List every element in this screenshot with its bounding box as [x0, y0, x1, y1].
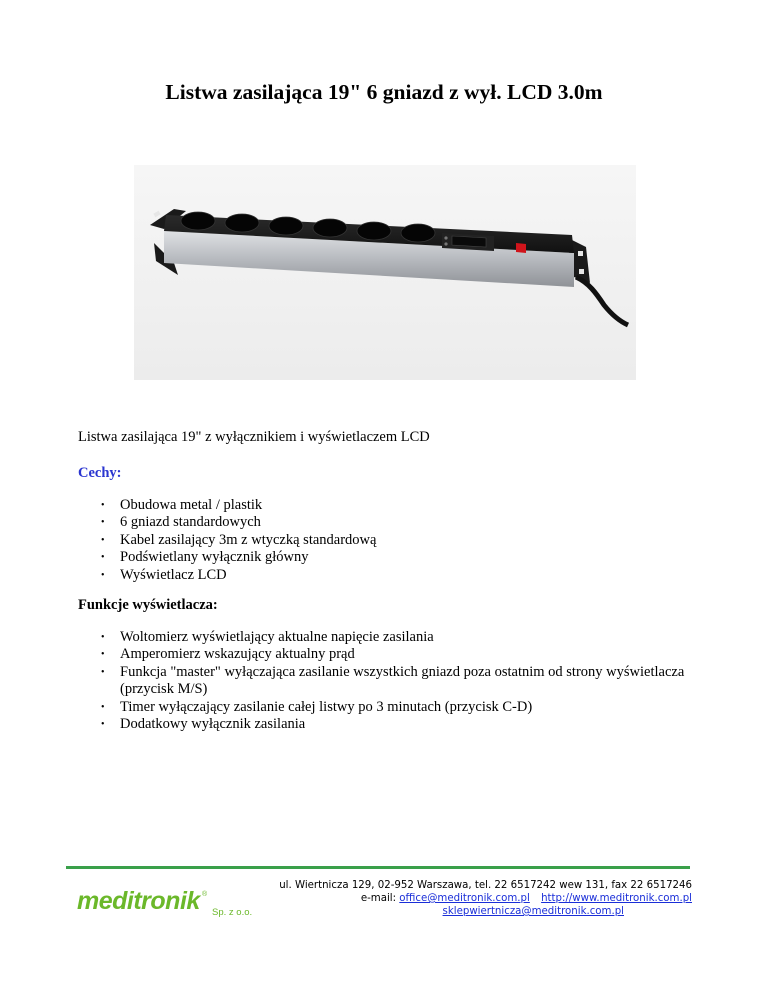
list-item-text: Woltomierz wyświetlający aktualne napięcie zasilania [120, 629, 434, 645]
bullet-icon: • [101, 552, 105, 564]
bullet-icon: • [101, 719, 105, 731]
bullet-icon: • [101, 500, 105, 511]
list-item [78, 514, 710, 531]
list-item-continuation: (przycisk M/S) [120, 681, 208, 698]
list-item [78, 699, 710, 716]
bullet-icon: • [101, 569, 105, 581]
logo-suffix: Sp. z o.o. [212, 907, 253, 918]
list-item-text: Podświetlany wyłącznik główny [120, 549, 309, 566]
bullet-icon: • [101, 649, 105, 661]
bullet-icon: • [101, 666, 105, 678]
shop-email-link[interactable]: sklepwiertnicza@meditronik.com.pl [442, 906, 624, 917]
list-item-text: Dodatkowy wyłącznik zasilania [120, 716, 306, 733]
list-item [78, 646, 710, 663]
bullet-icon: • [101, 632, 105, 643]
website-link[interactable]: http://www.meditronik.com.pl [541, 893, 692, 904]
list-item-text: Amperomierz wskazujący aktualny prąd [120, 646, 355, 663]
list-item-text: 6 gniazd standardowych [120, 514, 261, 531]
logo-text: meditronik [77, 887, 200, 915]
meditronik-logo [77, 884, 257, 924]
features-list [78, 497, 710, 584]
email-label: e-mail: [360, 893, 397, 904]
bullet-icon: • [101, 534, 105, 546]
list-item-text: Obudowa metal / plastik [120, 497, 263, 513]
bullet-icon: • [101, 517, 105, 529]
list-item-text: Funkcja "master" wyłączająca zasilanie wszystkich gniazd poza ostatnim od strony wyświetlacza [120, 663, 685, 680]
page-title: Listwa zasilająca 19" 6 gniazd z wył. LCD 3.0m [165, 80, 603, 104]
footer-email-line [262, 892, 692, 905]
features-heading: Cechy: [78, 465, 122, 481]
footer-contact [262, 879, 692, 918]
list-item [78, 549, 710, 566]
list-item-text: Timer wyłączający zasilanie całej listwy po 3 minutach (przycisk C-D) [120, 698, 533, 715]
intro-text: Listwa zasilająca 19" z wyłącznikiem i wyświetlaczem LCD [78, 429, 430, 445]
footer-shop-line [262, 905, 692, 918]
list-item [78, 716, 710, 733]
list-item-text: Wyświetlacz LCD [120, 566, 227, 583]
display-functions-heading: Funkcje wyświetlacza: [78, 597, 218, 613]
logo-mark: ® [202, 891, 208, 898]
footer-address: ul. Wiertnicza 129, 02-952 Warszawa, tel. 22 6517242 wew 131, fax 22 6517246 [279, 880, 692, 891]
list-item-text: Kabel zasilający 3m z wtyczką standardową [120, 531, 377, 548]
list-item [78, 532, 710, 549]
power-strip-photo [134, 165, 636, 380]
bullet-icon: • [101, 701, 105, 713]
display-functions-list [78, 629, 710, 733]
list-item [78, 567, 710, 584]
email-link[interactable]: office@meditronik.com.pl [399, 893, 530, 904]
list-item [78, 629, 710, 646]
footer-divider [66, 866, 690, 869]
list-item [78, 664, 710, 699]
list-item [78, 497, 710, 514]
